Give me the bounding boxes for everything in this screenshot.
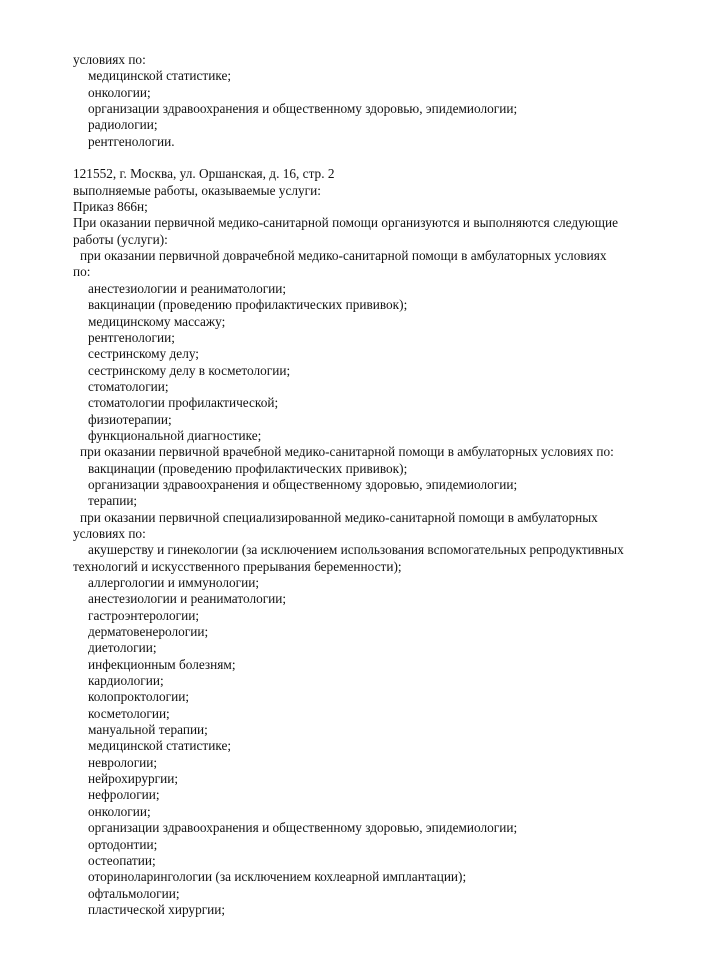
list-item: вакцинации (проведению профилактических прививок); <box>88 460 408 476</box>
list-item-cont: технологий и искусственного прерывания беременности); <box>73 558 402 574</box>
section1-list <box>73 68 653 150</box>
group-heading-cont: по: <box>73 264 91 280</box>
list-item: сестринскому делу; <box>88 346 199 362</box>
list-item: кардиологии; <box>88 673 164 689</box>
list-item: онкологии; <box>88 803 151 819</box>
list-item: дерматовенерологии; <box>88 624 209 640</box>
group-list <box>73 575 653 918</box>
list-item: офтальмологии; <box>88 885 180 901</box>
list-item: функциональной диагностике; <box>88 427 262 443</box>
group-heading: при оказании первичной доврачебной медико-санитарной помощи в амбулаторных условиях <box>80 248 607 264</box>
list-item: сестринскому делу в косметологии; <box>88 362 291 378</box>
list-item: медицинской статистике; <box>88 738 232 754</box>
list-item: неврологии; <box>88 754 158 770</box>
list-item: косметологии; <box>88 705 170 721</box>
group-heading-cont: условиях по: <box>73 525 146 541</box>
group-heading: при оказании первичной врачебной медико-санитарной помощи в амбулаторных условиях по: <box>80 444 614 460</box>
intro-text: При оказании первичной медико-санитарной помощи организуются и выполняются следующие <box>73 215 618 231</box>
list-item: анестезиологии и реаниматологии; <box>88 591 287 607</box>
list-item: ортодонтии; <box>88 836 158 852</box>
list-item: физиотерапии; <box>88 411 172 427</box>
list-item: остеопатии; <box>88 852 156 868</box>
list-item: медицинской статистике; <box>88 68 232 84</box>
address: 121552, г. Москва, ул. Оршанская, д. 16, стр. 2 <box>73 166 335 182</box>
list-item: пластической хирургии; <box>88 901 226 917</box>
list-item: мануальной терапии; <box>88 722 208 738</box>
list-item: гастроэнтерологии; <box>88 607 200 623</box>
list-item: колопроктологии; <box>88 689 190 705</box>
list-item: акушерству и гинекологии (за исключением использования вспомогательных репродуктивных <box>88 542 624 558</box>
list-item: рентгенологии. <box>88 133 175 149</box>
list-item: стоматологии; <box>88 378 169 394</box>
list-item: инфекционным болезням; <box>88 656 236 672</box>
document-page <box>73 52 653 918</box>
list-item: терапии; <box>88 493 138 509</box>
group-heading: при оказании первичной специализированной медико-санитарной помощи в амбулаторных <box>80 509 598 525</box>
list-item: организации здравоохранения и общественному здоровью, эпидемиологии; <box>88 101 518 117</box>
intro-text-cont: работы (услуги): <box>73 231 168 247</box>
list-item: аллергологии и иммунологии; <box>88 575 260 590</box>
list-item: диетологии; <box>88 640 157 656</box>
list-item: нейрохирургии; <box>88 771 179 787</box>
order-reference: Приказ 866н; <box>73 199 148 215</box>
works-label: выполняемые работы, оказываемые услуги: <box>73 182 321 198</box>
list-item: медицинскому массажу; <box>88 313 226 329</box>
list-item: рентгенологии; <box>88 329 175 345</box>
list-item: вакцинации (проведению профилактических прививок); <box>88 297 408 313</box>
list-item: организации здравоохранения и общественному здоровью, эпидемиологии; <box>88 476 518 492</box>
group-list <box>73 281 653 444</box>
list-item: анестезиологии и реаниматологии; <box>88 280 287 296</box>
list-item: организации здравоохранения и общественному здоровью, эпидемиологии; <box>88 820 518 836</box>
list-item: онкологии; <box>88 84 151 100</box>
list-item: нефрологии; <box>88 787 160 803</box>
group-list <box>73 461 653 510</box>
paragraph-gap <box>73 150 653 166</box>
section1-intro: условиях по: <box>73 52 146 67</box>
list-item: радиологии; <box>88 117 158 133</box>
list-item: оториноларингологии (за исключением кохлеарной имплантации); <box>88 869 467 885</box>
list-item: стоматологии профилактической; <box>88 395 279 411</box>
